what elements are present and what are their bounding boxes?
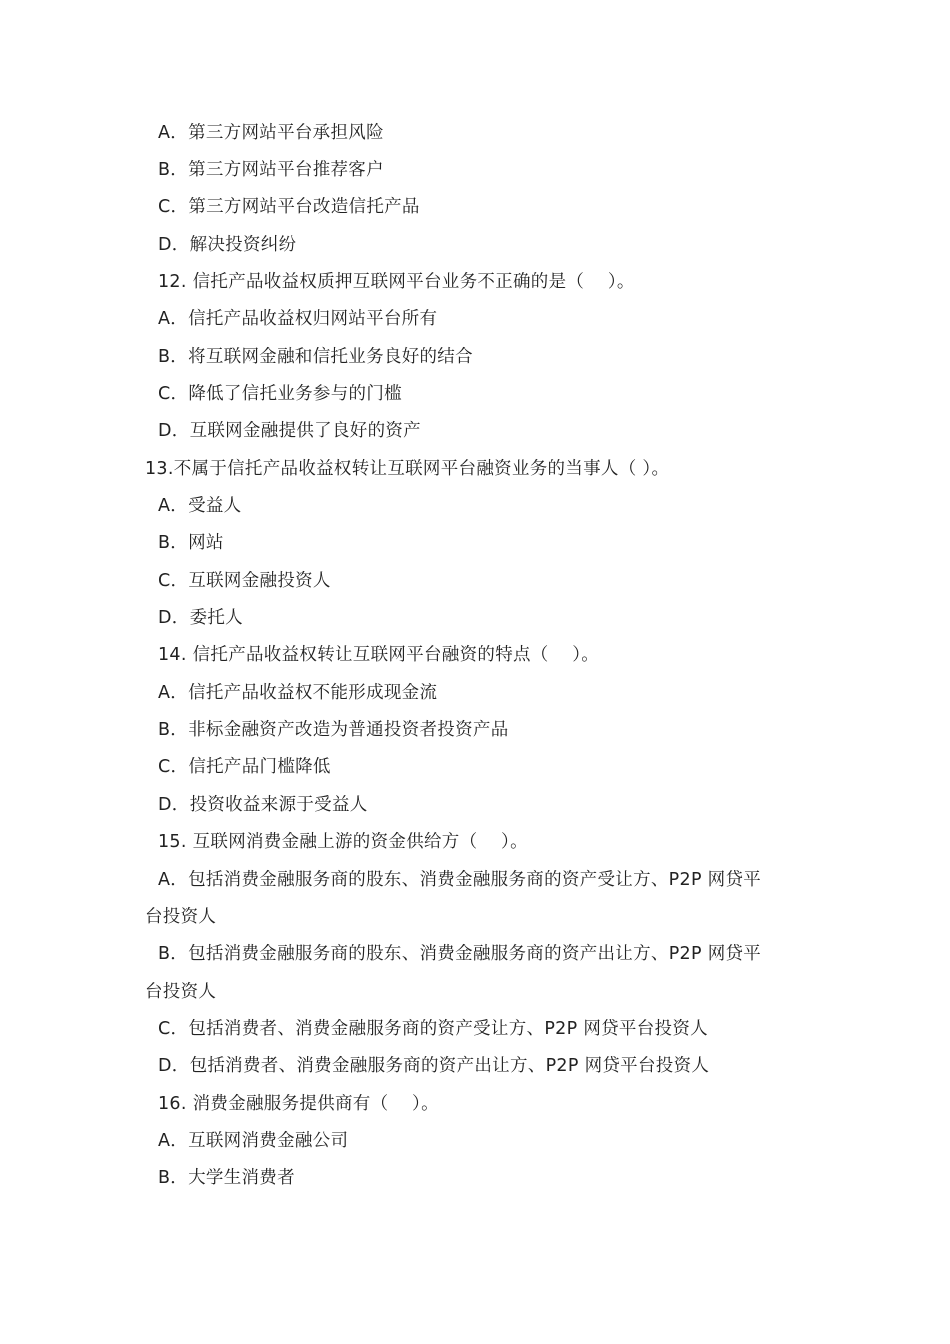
option-b-q14: B．非标金融资产改造为普通投资者投资产品: [158, 720, 509, 740]
option-d-q14: D．投资收益来源于受益人: [158, 795, 368, 815]
option-b-q13: B．网站: [158, 533, 224, 553]
option-c-q12: C．降低了信托业务参与的门槛: [158, 384, 402, 404]
option-d-q15: D．包括消费者、消费金融服务商的资产出让方、P2P 网贷平台投资人: [158, 1056, 710, 1076]
option-d-q13: D．委托人: [158, 608, 243, 628]
option-a-q15: A．包括消费金融服务商的股东、消费金融服务商的资产受让方、P2P 网贷平: [158, 870, 762, 890]
option-b-q16: B．大学生消费者: [158, 1168, 295, 1188]
option-d-q11: D．解决投资纠纷: [158, 235, 297, 255]
option-c-q13: C．互联网金融投资人: [158, 571, 331, 591]
option-d-q12: D．互联网金融提供了良好的资产: [158, 421, 421, 441]
option-a-q13: A．受益人: [158, 496, 242, 516]
question-15: 15. 互联网消费金融上游的资金供给方（ ）。: [158, 832, 528, 852]
option-c-q11: C．第三方网站平台改造信托产品: [158, 197, 420, 217]
option-b-q15: B．包括消费金融服务商的股东、消费金融服务商的资产出让方、P2P 网贷平: [158, 944, 762, 964]
option-a-q15-continuation: 台投资人: [145, 907, 217, 927]
option-c-q14: C．信托产品门槛降低: [158, 757, 331, 777]
option-b-q12: B．将互联网金融和信托业务良好的结合: [158, 347, 473, 367]
option-b-q15-continuation: 台投资人: [145, 982, 217, 1002]
question-14: 14. 信托产品收益权转让互联网平台融资的特点（ ）。: [158, 645, 600, 665]
option-a-q16: A．互联网消费金融公司: [158, 1131, 349, 1151]
question-13: 13.不属于信托产品收益权转让互联网平台融资业务的当事人（ ）。: [145, 459, 670, 479]
option-b-q11: B．第三方网站平台推荐客户: [158, 160, 384, 180]
option-a-q14: A．信托产品收益权不能形成现金流: [158, 683, 438, 703]
option-a-q12: A．信托产品收益权归网站平台所有: [158, 309, 438, 329]
option-a-q11: A．第三方网站平台承担风险: [158, 123, 384, 143]
question-12: 12. 信托产品收益权质押互联网平台业务不正确的是（ ）。: [158, 272, 635, 292]
option-c-q15: C．包括消费者、消费金融服务商的资产受让方、P2P 网贷平台投资人: [158, 1019, 708, 1039]
question-16: 16. 消费金融服务提供商有（ ）。: [158, 1094, 439, 1114]
